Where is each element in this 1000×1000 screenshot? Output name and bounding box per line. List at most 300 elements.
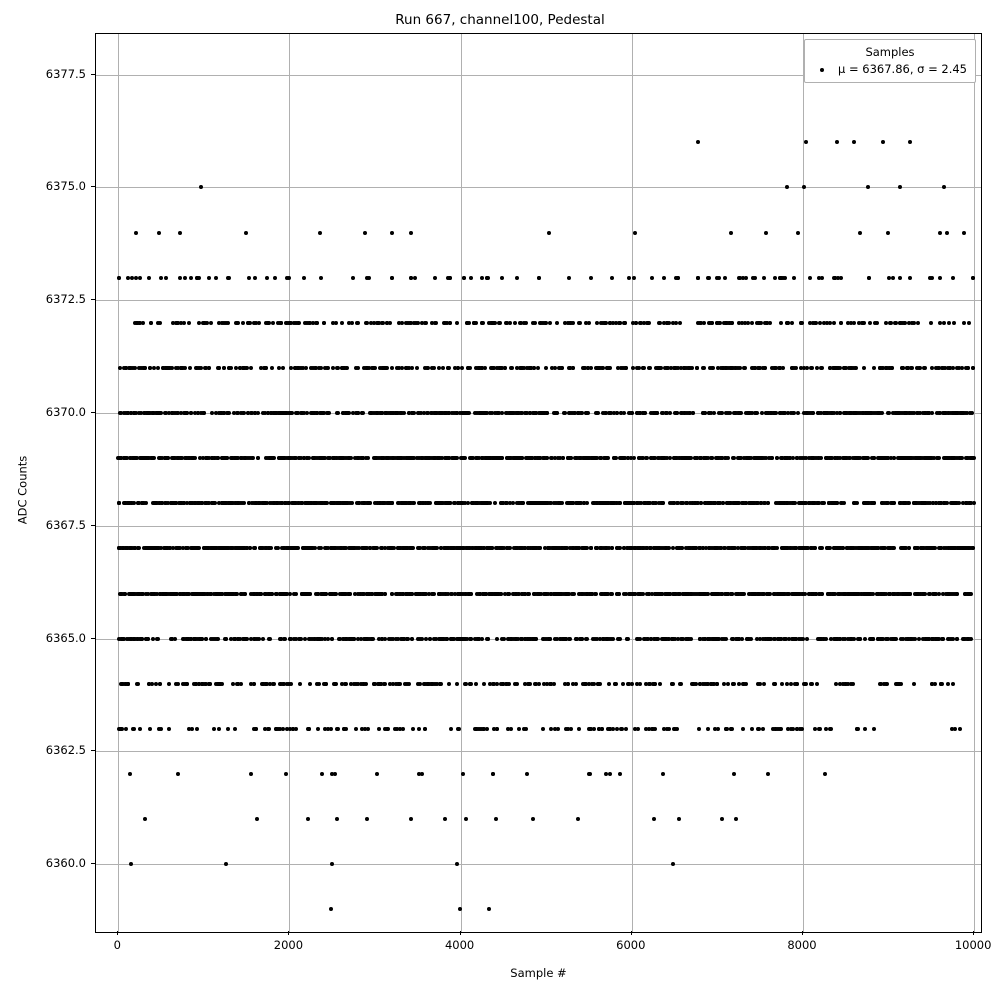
gridline-horizontal [96,187,981,188]
scatter-point [945,231,949,235]
scatter-point [344,546,348,550]
scatter-point [969,501,973,505]
scatter-point [854,366,858,370]
scatter-point [257,637,261,641]
scatter-point [732,456,736,460]
scatter-point [875,321,879,325]
scatter-point [764,231,768,235]
scatter-point [595,321,599,325]
scatter-point [839,501,843,505]
scatter-point [384,366,388,370]
scatter-point [826,592,830,596]
scatter-point [884,321,888,325]
scatter-point [390,276,394,280]
scatter-point [728,411,732,415]
scatter-point [582,366,586,370]
scatter-point [662,276,666,280]
scatter-point [203,321,207,325]
scatter-point [559,592,563,596]
scatter-point [487,592,491,596]
scatter-point [952,321,956,325]
scatter-point [322,411,326,415]
scatter-point [567,366,571,370]
scatter-point [891,637,895,641]
scatter-point [252,321,256,325]
scatter-point [184,637,188,641]
scatter-point [962,231,966,235]
scatter-point [410,637,414,641]
scatter-point [586,366,590,370]
scatter-point [369,321,373,325]
scatter-point [843,592,847,596]
scatter-point [711,366,715,370]
scatter-point [157,231,161,235]
scatter-point [948,366,952,370]
scatter-point [460,366,464,370]
scatter-point [833,592,837,596]
scatter-point [765,592,769,596]
scatter-point [372,411,376,415]
scatter-point [567,276,571,280]
scatter-point [862,592,866,596]
scatter-point [755,501,759,505]
scatter-point [188,366,192,370]
scatter-point [217,366,221,370]
scatter-point [942,185,946,189]
scatter-point [781,592,785,596]
scatter-point [530,637,534,641]
scatter-point [233,592,237,596]
scatter-point [271,321,275,325]
scatter-point [772,637,776,641]
scatter-point [314,321,318,325]
scatter-point [443,321,447,325]
scatter-point [227,501,231,505]
scatter-point [889,321,893,325]
scatter-point [395,366,399,370]
scatter-point [461,411,465,415]
scatter-point [938,231,942,235]
scatter-point [455,321,459,325]
scatter-point [818,592,822,596]
scatter-point [550,366,554,370]
scatter-point [428,637,432,641]
scatter-point [319,366,323,370]
scatter-point [446,276,450,280]
scatter-point [845,411,849,415]
scatter-point [199,185,203,189]
scatter-point [490,546,494,550]
scatter-point [249,592,253,596]
scatter-point [209,592,213,596]
scatter-point [200,592,204,596]
scatter-point [727,321,731,325]
scatter-point [612,411,616,415]
scatter-point [329,546,333,550]
scatter-point [710,321,714,325]
scatter-point [741,592,745,596]
scatter-point [596,366,600,370]
scatter-point [140,637,144,641]
scatter-point [204,456,208,460]
scatter-point [610,546,614,550]
scatter-point [267,637,271,641]
scatter-point [866,185,870,189]
scatter-point [440,637,444,641]
scatter-point [971,276,975,280]
scatter-point [214,276,218,280]
scatter-point [574,637,578,641]
scatter-point [734,501,738,505]
scatter-point [715,321,719,325]
scatter-point [264,456,268,460]
scatter-point [132,411,136,415]
scatter-point [792,366,796,370]
scatter-point [868,321,872,325]
scatter-point [937,456,941,460]
scatter-point [137,592,141,596]
scatter-point [835,140,839,144]
scatter-point [342,366,346,370]
scatter-point [942,321,946,325]
scatter-point [762,276,766,280]
scatter-point [394,637,398,641]
scatter-point [855,592,859,596]
scatter-point [186,592,190,596]
scatter-point [663,366,667,370]
scatter-point [279,321,283,325]
scatter-point [515,366,519,370]
scatter-point [645,456,649,460]
scatter-point [968,592,972,596]
scatter-point [354,366,358,370]
scatter-point [312,637,316,641]
scatter-point [519,637,523,641]
scatter-point [622,411,626,415]
scatter-point [909,366,913,370]
scatter-point [938,276,942,280]
scatter-point [263,592,267,596]
scatter-point [371,546,375,550]
scatter-point [238,637,242,641]
scatter-point [852,140,856,144]
scatter-point [407,411,411,415]
scatter-point [433,276,437,280]
scatter-point [158,321,162,325]
scatter-point [547,231,551,235]
scatter-point [486,637,490,641]
scatter-point [250,411,254,415]
scatter-point [605,592,609,596]
scatter-point [799,637,803,641]
scatter-point [292,456,296,460]
scatter-point [657,592,661,596]
scatter-point [292,592,296,596]
scatter-point [538,321,542,325]
scatter-point [375,546,379,550]
scatter-point [855,501,859,505]
scatter-point [362,501,366,505]
scatter-point [156,366,160,370]
scatter-point [638,637,642,641]
scatter-point [415,366,419,370]
scatter-point [418,501,422,505]
scatter-point [937,411,941,415]
scatter-point [941,637,945,641]
gridline-horizontal [96,751,981,752]
scatter-point [962,321,966,325]
scatter-point [516,411,520,415]
scatter-point [591,501,595,505]
scatter-point [584,411,588,415]
scatter-point [907,321,911,325]
scatter-point [563,321,567,325]
scatter-point [488,411,492,415]
scatter-point [850,637,854,641]
scatter-point [210,456,214,460]
scatter-point [441,366,445,370]
scatter-point [152,366,156,370]
scatter-point [548,321,552,325]
scatter-point [179,366,183,370]
scatter-point [650,276,654,280]
scatter-point [637,366,641,370]
scatter-point [617,592,621,596]
scatter-point [256,456,260,460]
scatter-point [178,231,182,235]
scatter-point [288,321,292,325]
scatter-point [353,592,357,596]
scatter-point [775,456,779,460]
scatter-point [406,321,410,325]
scatter-point [603,321,607,325]
scatter-point [584,592,588,596]
scatter-point [627,276,631,280]
scatter-point [757,546,761,550]
scatter-point [322,321,326,325]
scatter-point [792,276,796,280]
scatter-point [772,411,776,415]
scatter-point [385,321,389,325]
scatter-point [707,411,711,415]
scatter-point [743,321,747,325]
scatter-point [296,546,300,550]
scatter-point [729,231,733,235]
scatter-point [267,321,271,325]
scatter-point [960,411,964,415]
scatter-point [413,276,417,280]
scatter-point [857,637,861,641]
scatter-point [872,366,876,370]
scatter-point [696,276,700,280]
scatter-point [763,366,767,370]
scatter-point [661,456,665,460]
scatter-point [779,321,783,325]
scatter-point [523,546,527,550]
scatter-point [785,185,789,189]
scatter-point [239,592,243,596]
scatter-point [536,456,540,460]
scatter-point [544,592,548,596]
scatter-point [463,637,467,641]
scatter-point [270,366,274,370]
scatter-point [539,411,543,415]
scatter-point [833,276,837,280]
scatter-point [568,637,572,641]
scatter-point [331,321,335,325]
scatter-point [531,321,535,325]
scatter-point [791,411,795,415]
scatter-point [280,411,284,415]
scatter-point [172,592,176,596]
scatter-point [830,411,834,415]
scatter-point [765,321,769,325]
scatter-point [383,592,387,596]
scatter-point [872,456,876,460]
scatter-point [893,321,897,325]
scatter-point [537,276,541,280]
scatter-point [906,637,910,641]
scatter-point [399,411,403,415]
scatter-point [941,592,945,596]
scatter-point [279,637,283,641]
scatter-point [642,366,646,370]
scatter-point [493,592,497,596]
scatter-point [302,276,306,280]
scatter-point [222,366,226,370]
scatter-point [757,321,761,325]
scatter-point [916,321,920,325]
scatter-point [294,321,298,325]
scatter-point [858,231,862,235]
scatter-point [311,366,315,370]
scatter-point [943,366,947,370]
scatter-point [908,140,912,144]
scatter-point [304,592,308,596]
scatter-point [878,366,882,370]
scatter-point [189,276,193,280]
scatter-point [439,546,443,550]
scatter-point [737,321,741,325]
scatter-point [678,321,682,325]
scatter-point [481,321,485,325]
scatter-point [422,411,426,415]
gridline-vertical [461,34,462,932]
scatter-point [348,592,352,596]
scatter-point [195,276,199,280]
scatter-point [143,456,147,460]
scatter-point [876,637,880,641]
scatter-point [757,592,761,596]
scatter-point [130,276,134,280]
scatter-point [149,321,153,325]
scatter-point [426,366,430,370]
scatter-point [923,637,927,641]
scatter-point [336,411,340,415]
scatter-point [839,321,843,325]
scatter-point [283,637,287,641]
scatter-point [274,592,278,596]
scatter-point [632,276,636,280]
scatter-point [707,276,711,280]
scatter-point [816,501,820,505]
scatter-point [698,637,702,641]
scatter-point [921,592,925,596]
scatter-point [257,321,261,325]
scatter-point [156,411,160,415]
scatter-point [967,321,971,325]
scatter-point [654,546,658,550]
scatter-point [589,546,593,550]
scatter-point [552,546,556,550]
scatter-point [933,637,937,641]
scatter-point [289,637,293,641]
scatter-point [796,411,800,415]
scatter-point [568,321,572,325]
scatter-point [473,637,477,641]
scatter-point [661,501,665,505]
scatter-point [437,592,441,596]
scatter-point [938,321,942,325]
scatter-point [804,140,808,144]
scatter-point [930,276,934,280]
gridline-vertical [803,34,804,932]
scatter-point [480,276,484,280]
scatter-point [129,637,133,641]
scatter-point [187,321,191,325]
gridline-vertical [632,34,633,932]
scatter-point [431,592,435,596]
scatter-point [783,276,787,280]
scatter-point [423,321,427,325]
scatter-point [898,276,902,280]
scatter-point [738,276,742,280]
scatter-point [738,411,742,415]
scatter-point [709,456,713,460]
scatter-point [469,456,473,460]
scatter-point [340,321,344,325]
scatter-point [452,456,456,460]
scatter-point [653,592,657,596]
scatter-point [750,321,754,325]
scatter-point [117,276,121,280]
scatter-point [768,637,772,641]
scatter-point [293,366,297,370]
scatter-point [182,321,186,325]
scatter-point [400,366,404,370]
scatter-point [791,637,795,641]
scatter-point [578,321,582,325]
scatter-point [918,411,922,415]
scatter-point [608,321,612,325]
scatter-point [725,592,729,596]
scatter-point [814,321,818,325]
scatter-point [668,501,672,505]
scatter-point [332,456,336,460]
scatter-point [187,456,191,460]
scatter-point [947,637,951,641]
scatter-point [174,366,178,370]
scatter-point [799,321,803,325]
scatter-point [662,321,666,325]
scatter-point [323,592,327,596]
scatter-point [299,637,303,641]
scatter-point [178,592,182,596]
scatter-point [647,366,651,370]
scatter-point [926,456,930,460]
scatter-point [235,321,239,325]
scatter-point [897,592,901,596]
